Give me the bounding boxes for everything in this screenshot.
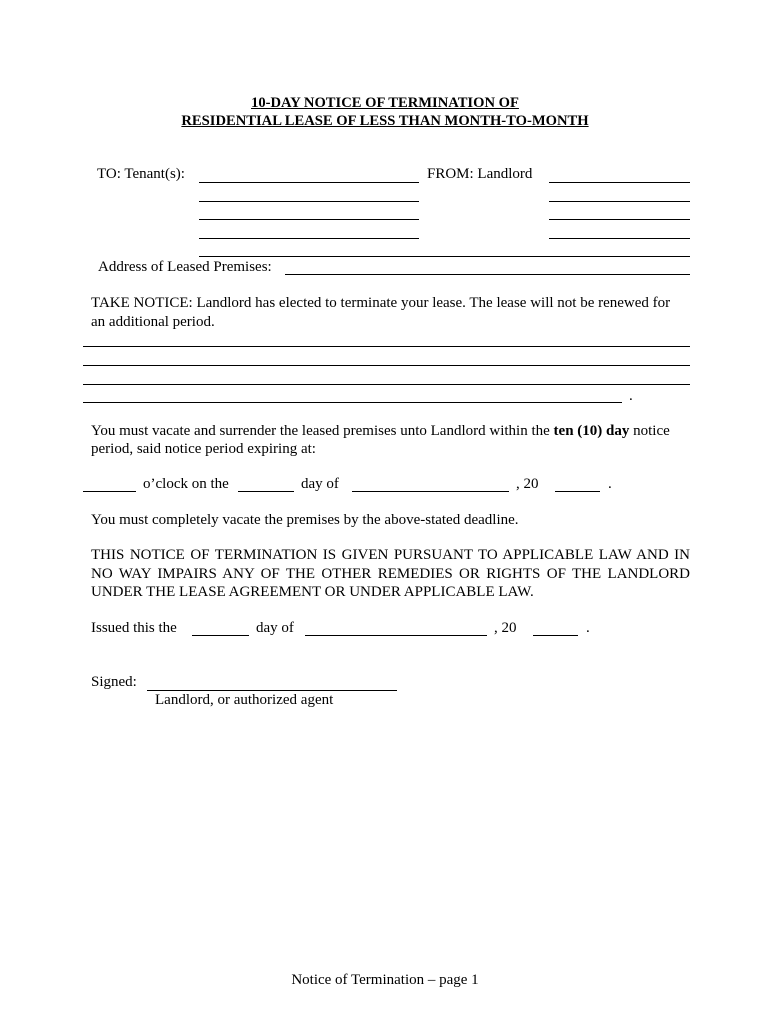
take-notice-line-2: an additional period. <box>91 314 215 330</box>
vacate-notice-days: ten (10) day <box>553 423 630 439</box>
issued-label: Issued this the <box>91 620 177 636</box>
landlord-field-1[interactable] <box>549 182 690 183</box>
issued-day-field[interactable] <box>192 635 249 636</box>
reason-period: . <box>629 388 633 404</box>
title-line-1: 10-DAY NOTICE OF TERMINATION OF <box>251 95 519 111</box>
reason-field-1[interactable] <box>83 346 690 347</box>
from-landlord-label: FROM: Landlord <box>427 166 533 182</box>
vacate-text-before: You must vacate and surrender the leased premises unto Landlord within the <box>91 423 554 439</box>
page-footer: Notice of Termination – page 1 <box>291 972 479 988</box>
signer-caption: Landlord, or authorized agent <box>155 692 334 708</box>
address-label: Address of Leased Premises: <box>98 259 272 275</box>
take-notice-line-1: TAKE NOTICE: Landlord has elected to terminate your lease. The lease will not be renewed for <box>91 295 671 311</box>
caps-notice-line-1: THIS NOTICE OF TERMINATION IS GIVEN PURSUANT TO APPLICABLE LAW AND IN <box>91 547 690 563</box>
oclock-label: o’clock on the <box>143 476 229 492</box>
issued-day-of-label: day of <box>256 620 294 636</box>
vacate-line-1 <box>91 422 670 440</box>
tenant-name-field-2[interactable] <box>199 201 419 202</box>
reason-field-3[interactable] <box>83 384 690 385</box>
reason-field-4[interactable] <box>83 402 622 403</box>
caps-notice-line-3: UNDER THE LEASE AGREEMENT OR UNDER APPLICABLE LAW. <box>91 584 534 600</box>
address-field[interactable] <box>285 274 690 275</box>
issued-month-field[interactable] <box>305 635 487 636</box>
party-extra-field[interactable] <box>199 256 690 257</box>
landlord-field-4[interactable] <box>549 238 690 239</box>
vacate-completely-text: You must completely vacate the premises by the above-stated deadline. <box>91 512 519 528</box>
caps-notice-line-2: NO WAY IMPAIRS ANY OF THE OTHER REMEDIES OR RIGHTS OF THE LANDLORD <box>91 566 690 582</box>
deadline-month-field[interactable] <box>352 491 509 492</box>
deadline-day-of-label: day of <box>301 476 339 492</box>
issued-year-field[interactable] <box>533 635 578 636</box>
vacate-line-2: period, said notice period expiring at: <box>91 441 316 457</box>
tenant-name-field-1[interactable] <box>199 182 419 183</box>
to-tenants-label: TO: Tenant(s): <box>97 166 185 182</box>
landlord-field-3[interactable] <box>549 219 690 220</box>
tenant-name-field-4[interactable] <box>199 238 419 239</box>
tenant-name-field-3[interactable] <box>199 219 419 220</box>
deadline-year-prefix: , 20 <box>516 476 539 492</box>
title-line-2: RESIDENTIAL LEASE OF LESS THAN MONTH-TO-MONTH <box>181 113 589 129</box>
issued-year-prefix: , 20 <box>494 620 517 636</box>
deadline-day-field[interactable] <box>238 491 294 492</box>
landlord-field-2[interactable] <box>549 201 690 202</box>
deadline-year-field[interactable] <box>555 491 600 492</box>
signed-label: Signed: <box>91 674 137 690</box>
issued-period: . <box>586 620 590 636</box>
vacate-text-after: notice <box>629 423 670 439</box>
deadline-period: . <box>608 476 612 492</box>
deadline-hour-field[interactable] <box>83 491 136 492</box>
reason-field-2[interactable] <box>83 365 690 366</box>
